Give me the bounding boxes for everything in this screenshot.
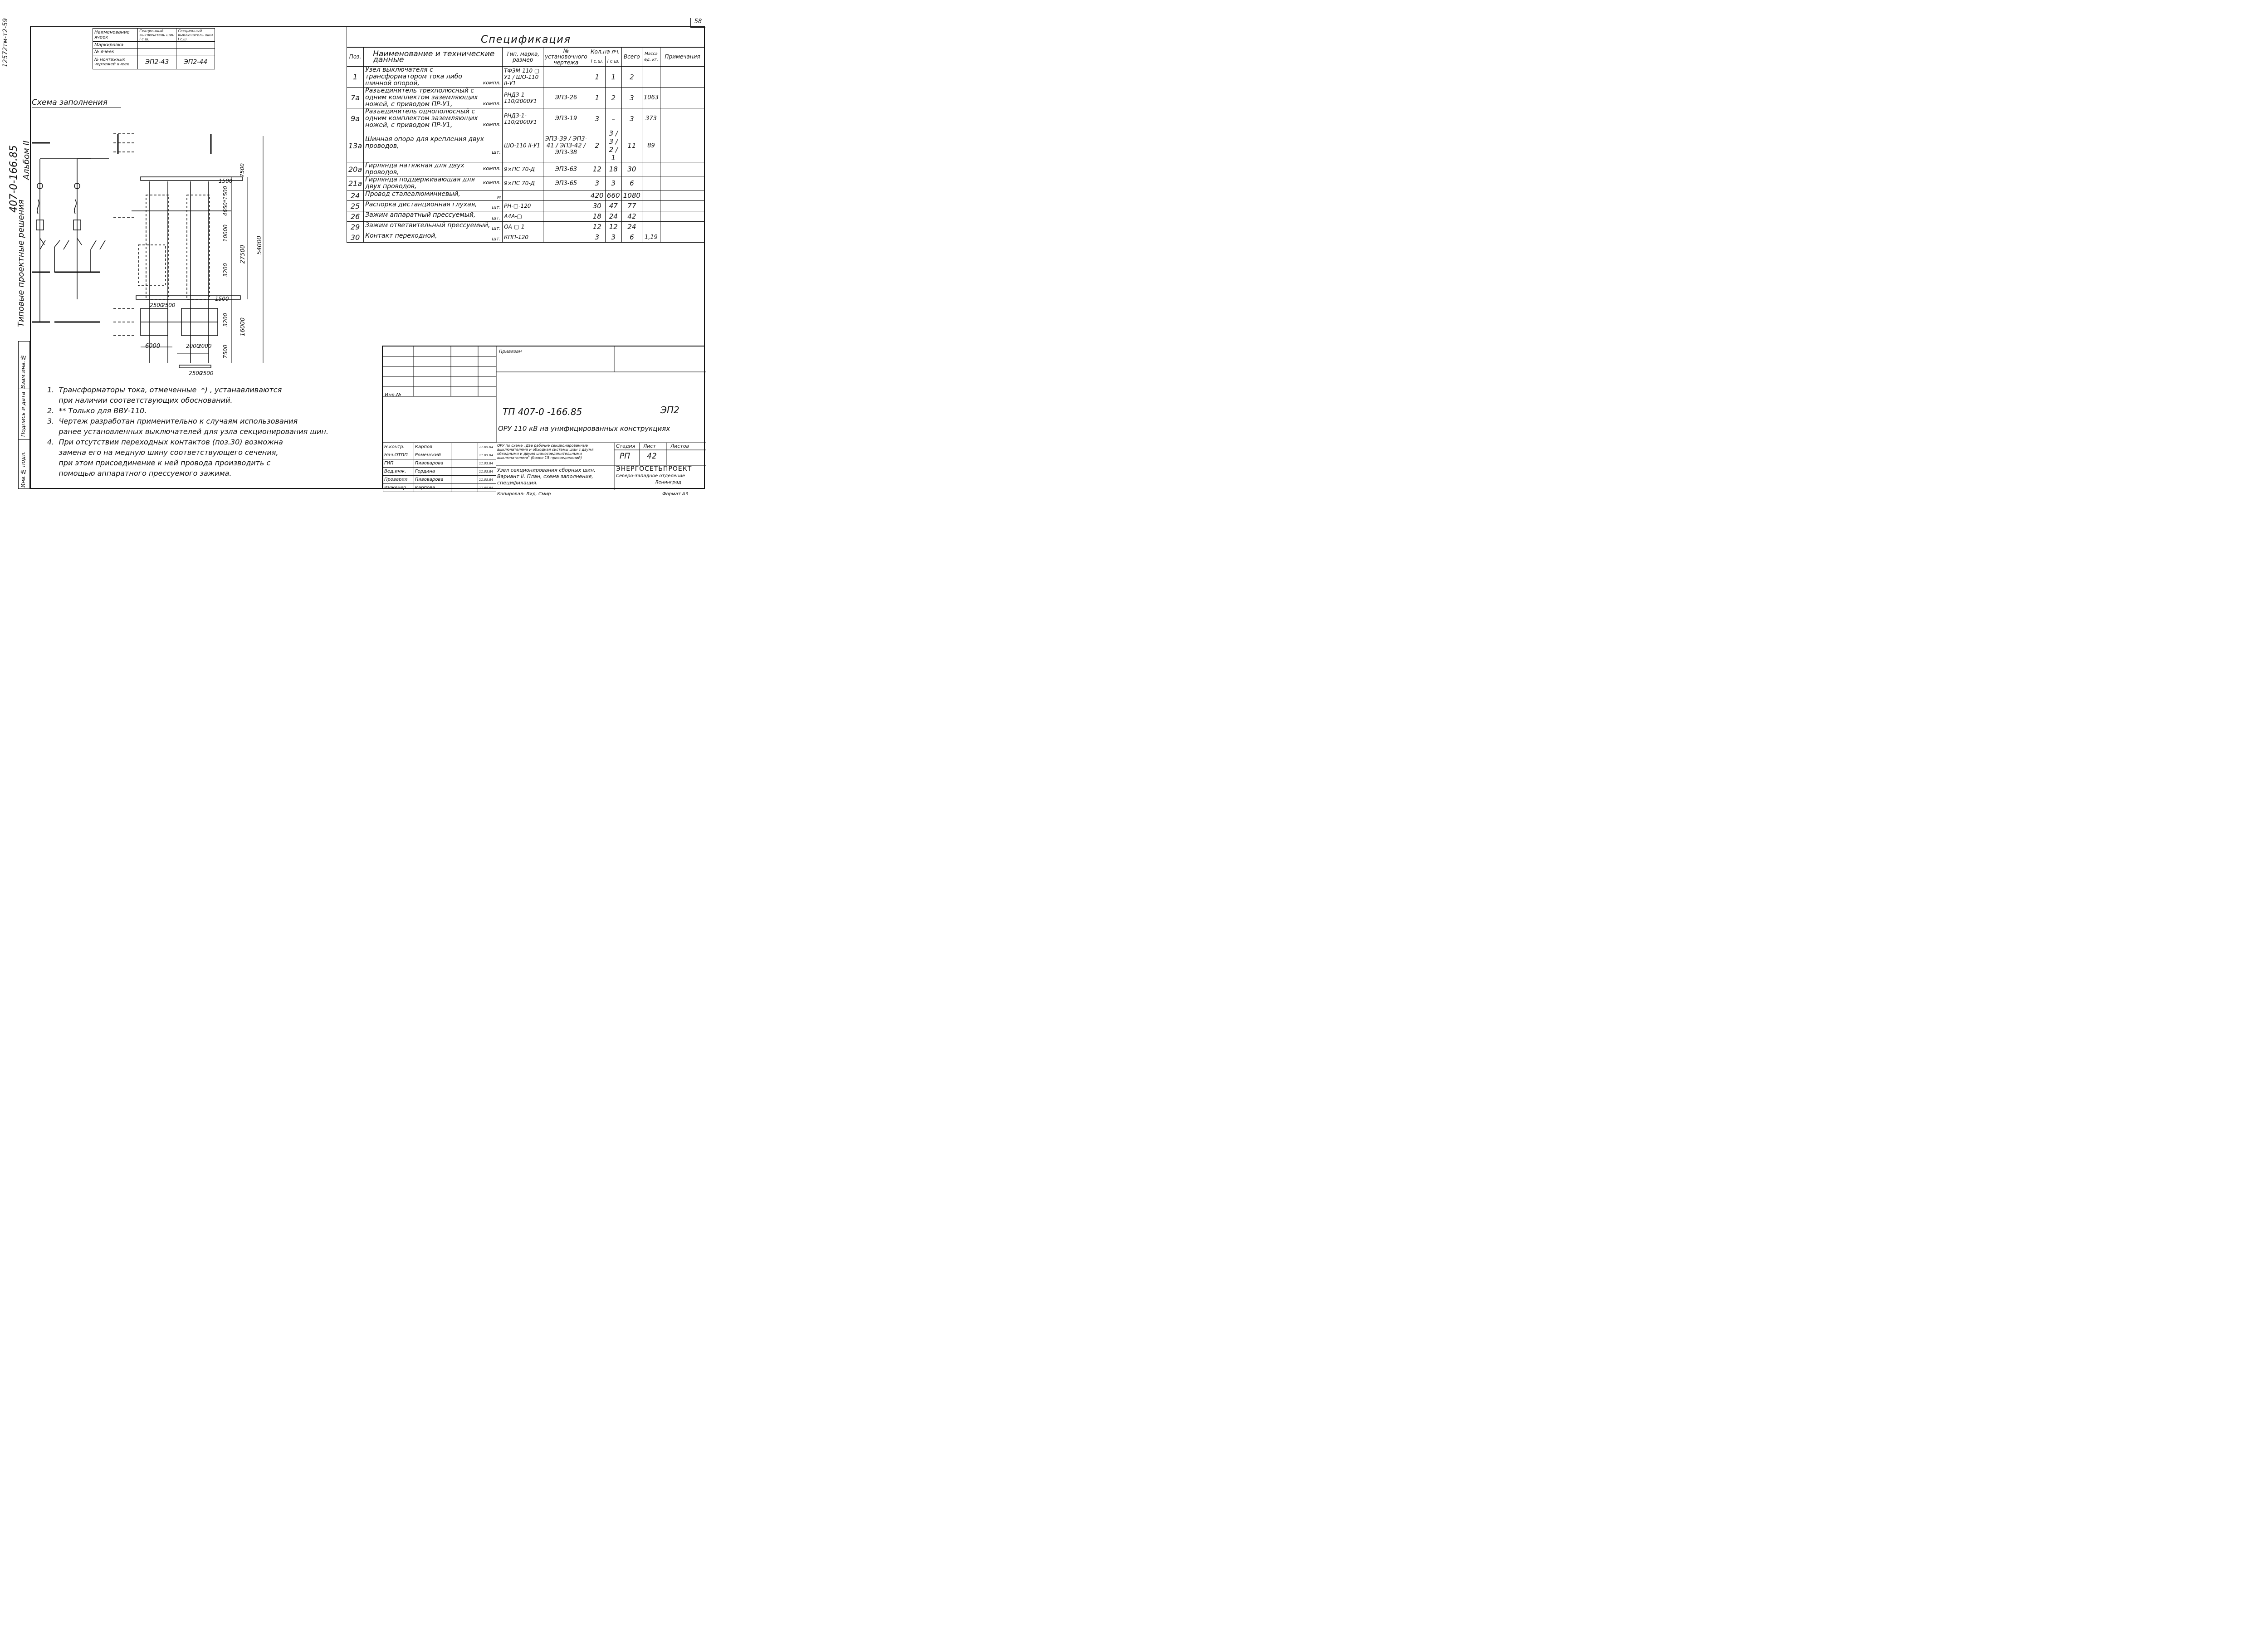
dim-label: 2500 [200,370,214,376]
people-date: 11.05.84 [478,459,496,468]
cell [176,42,215,49]
spec-mass-cell [642,162,660,176]
cells-table [93,28,215,69]
spec-type-cell: КПП-120 [503,232,543,243]
people-name: Пивоварова [414,459,451,468]
spec-mass-cell [642,67,660,88]
spec-name-text: Шинная опора для крепления двух проводов, [365,135,484,150]
spec-mass-cell [642,176,660,190]
spec-total-cell: 1080 [621,190,642,201]
spec-total-cell: 11 [621,129,642,162]
scheme-title: Схема заполнения [32,98,121,107]
spec-pos-cell: 24 [347,190,364,201]
spec-mass-cell [642,201,660,211]
note-line: 4. При отсутствии переходных контактов (поз.30) возможна [47,438,283,446]
cell [176,49,215,55]
table-header-row [347,48,705,56]
spec-qty2-cell: 3 [605,176,621,190]
dim-label: 1500 [219,178,233,184]
album-code: 407-0-166.85 [8,145,20,213]
spec-qty2-cell: 2 [605,88,621,108]
spec-name-text: Узел выключателя с трансформатором тока либо шинной опорой, [365,66,462,87]
table-row [347,190,705,201]
spec-unit: шт. [492,235,501,242]
people-name: Роменский [414,451,451,459]
people-role: ГИП [383,459,414,468]
spec-name-cell [364,232,503,243]
people-name: Пивоварова [414,476,451,484]
spec-qty1-cell: 12 [589,222,605,232]
spec-drawing-cell [543,67,589,88]
spec-unit: шт. [492,225,501,231]
spec-pos-cell: 7а [347,88,364,108]
spec-name-text: Зажим ответвительный прессуемый, [365,221,490,229]
spec-pos-cell: 9а [347,108,364,129]
note-line: 3. Чертеж разработан применительно к случаям использования [47,417,298,425]
spec-notes-cell [660,232,705,243]
spec-name-cell [364,88,503,108]
spec-type-cell: А4А-▢ [503,211,543,222]
sheet-header: Лист [643,443,656,449]
spec-name-text: Зажим аппаратный прессуемый, [365,211,476,219]
doc-title: ОРУ 110 кВ на унифицированных конструкциях [498,425,670,433]
spec-name-cell [364,162,503,176]
cell: Наименование ячеек [93,29,138,42]
table-row [93,42,215,49]
dim-label: 2500 [161,302,176,308]
table-row [93,29,215,42]
spec-notes-cell [660,176,705,190]
spec-qty1-cell: 2 [589,129,605,162]
spec-drawing-cell [543,232,589,243]
left-margin-item: Взам.инв.№ [20,354,26,389]
spec-drawing-cell [543,222,589,232]
spec-qty1-cell: 12 [589,162,605,176]
people-name: Карпов [414,443,451,451]
copied-label: Копировал: Лид, Смир [497,492,551,497]
dim-label: 1500 [222,186,229,200]
table-row [347,211,705,222]
spec-total-cell: 42 [621,211,642,222]
table-row [347,176,705,190]
people-role: Инженер [383,484,414,492]
spec-name-text: Провод сталеалюминиевый, [365,190,460,198]
spec-total-cell: 3 [621,108,642,129]
note-line: помощью аппаратного прессуемого зажима. [47,469,232,478]
privyazan-label: Привязан [499,349,522,354]
spec-total-cell: 24 [621,222,642,232]
spec-mass-cell: 373 [642,108,660,129]
header-cell: Поз. [347,48,364,67]
spec-mass-cell: 1,19 [642,232,660,243]
spec-qty2-cell: 1 [605,67,621,88]
spec-unit: компл. [483,101,501,107]
table-row [347,108,705,129]
spec-name-cell [364,211,503,222]
spec-name-cell [364,222,503,232]
spec-type-cell: ТФЗМ-110 ▢-У1 / ШО-110 II-У1 [503,67,543,88]
spec-total-cell: 6 [621,176,642,190]
title-block [382,346,705,489]
spec-name-text: Гирлянда поддерживающая для двух проводов, [365,176,475,190]
people-date: 11.05.84 [478,443,496,451]
spec-qty1-cell: 3 [589,232,605,243]
spec-name-text: Контакт переходной, [365,232,437,239]
spec-qty1-cell: 420 [589,190,605,201]
spec-notes-cell [660,88,705,108]
spec-total-cell: 2 [621,67,642,88]
cell: № ячеек [93,49,138,55]
spec-drawing-cell: ЭП3-65 [543,176,589,190]
header-cell: Примечания [660,48,705,67]
header-cell: I с.ш. [605,56,621,67]
spec-unit: компл. [483,122,501,127]
spec-pos-cell: 29 [347,222,364,232]
header-cell: Масса ед. кг. [642,48,660,67]
format-label: Формат А3 [662,492,688,497]
note-line: при этом присоединение к ней провода производить с [47,459,271,467]
spec-pos-cell: 21а [347,176,364,190]
spec-drawing-cell [543,201,589,211]
spec-name-text: Гирлянда натяжная для двух проводов, [365,162,464,176]
people-role: Нач.ОТПП [383,451,414,459]
spec-unit: компл. [483,80,501,86]
spec-mass-cell: 1063 [642,88,660,108]
spec-pos-cell: 20а [347,162,364,176]
spec-qty2-cell: – [605,108,621,129]
spec-name-text: Разъединитель трехполюсный с одним комплектом заземляющих ножей, с приводом ПР-У1, [365,87,478,108]
dim-label: 10000 [222,225,229,242]
spec-qty1-cell: 1 [589,67,605,88]
spec-qty2-cell: 47 [605,201,621,211]
spec-type-cell [503,190,543,201]
header-cell: Тип, марка, размер [503,48,543,67]
dim-label: 3200 [222,263,229,277]
spec-qty1-cell: 3 [589,108,605,129]
people-name: Карпова [414,484,451,492]
dim-label: 7500 [222,345,229,359]
people-date: 11.05.84 [478,451,496,459]
spec-unit: шт. [492,149,501,155]
dim-label: 1500 [215,296,229,302]
spec-notes-cell [660,190,705,201]
cell [138,42,176,49]
header-cell: Наименование и технические данные [364,48,503,67]
spec-notes-cell [660,67,705,88]
spec-unit: шт. [492,215,501,221]
spec-qty1-cell: 3 [589,176,605,190]
cell: ЭП2-44 [176,55,215,69]
spec-notes-cell [660,211,705,222]
cell: ЭП2-43 [138,55,176,69]
stage-value: РП [620,452,631,461]
spec-type-cell: РНДЗ-1-110/2000У1 [503,88,543,108]
spec-unit: м [497,194,501,200]
people-date: 11.05.84 [478,468,496,476]
header-cell: Всего [621,48,642,67]
spec-qty2-cell: 24 [605,211,621,222]
header-cell: Кол.на яч. [589,48,621,56]
spec-notes-cell [660,222,705,232]
spec-notes-cell [660,108,705,129]
people-role: Вед.инж. [383,468,414,476]
dashed-leads [113,134,136,336]
header-cell: I с.ш. [589,56,605,67]
spec-name-cell [364,67,503,88]
org-branch: Северо-Западное отделение [616,473,685,478]
people-date: 11.05.84 [478,476,496,484]
people-date: 11.05.84 [478,484,496,492]
spec-type-cell: РН-▢-120 [503,201,543,211]
cell: Секционный выключатель шин I с.ш. [138,29,176,42]
people-name: Гердина [414,468,451,476]
spec-name-text: Разъединитель однополюсный с одним комплектом заземляющих ножей, с приводом ПР-У1, [365,108,478,129]
spec-qty2-cell: 3 [605,232,621,243]
left-margin-item: Инв.№ подл. [20,451,26,488]
cell [138,49,176,55]
spec-drawing-cell [543,190,589,201]
dim-label: 27500 [240,245,246,264]
spec-type-cell: ШО-110 II-У1 [503,129,543,162]
spec-type-cell: ОА-▢-1 [503,222,543,232]
dim-label: 7500 [239,163,245,177]
spec-notes-cell [660,201,705,211]
corner-sheet-number: 58 [690,18,705,28]
spec-drawing-cell: ЭП3-19 [543,108,589,129]
spec-name-cell [364,108,503,129]
table-row [93,49,215,55]
spec-name-cell [364,176,503,190]
spec-qty1-cell: 18 [589,211,605,222]
table-row [347,129,705,162]
table-row [347,232,705,243]
series-label: Типовые проектные решения [16,200,26,327]
spec-mass-cell [642,190,660,201]
note-line: 2. ** Только для ВВУ-110. [47,406,147,415]
doc-mark: ЭП2 [660,405,679,415]
spec-pos-cell: 13а [347,129,364,162]
dim-label: 3200 [222,313,229,327]
note-line: при наличии соответствующих обоснований. [47,396,233,405]
spec-table [347,47,705,243]
spec-notes-cell [660,129,705,162]
spec-pos-cell: 26 [347,211,364,222]
spec-drawing-cell: ЭП3-26 [543,88,589,108]
dim-label: 6000 [145,343,161,350]
spec-drawing-cell: ЭП3-63 [543,162,589,176]
spec-total-cell: 3 [621,88,642,108]
table-row [93,55,215,69]
spec-mass-cell [642,222,660,232]
spec-title: Спецификация [347,27,705,47]
spec-pos-cell: 1 [347,67,364,88]
dim-label: 54000 [256,236,263,255]
circuit-diagram [32,143,109,322]
cell: № монтажных чертежей ячеек [93,55,138,69]
dim-label: 2500 [150,302,164,308]
spec-unit: компл. [483,180,501,185]
header-cell: № установочного чертежа [543,48,589,67]
note-line: ранее установленных выключателей для узла секционирования шин. [47,427,328,436]
album-label: Альбом II [22,141,31,180]
doc-code: ТП 407-0 -166.85 [503,406,582,417]
notes-block [47,385,365,478]
left-margin-item: Подпись и дата [20,391,26,437]
dim-label: 16000 [240,317,246,337]
spec-pos-cell: 30 [347,232,364,243]
spec-unit: шт. [492,204,501,210]
sheets-header: Листов [670,443,689,449]
spec-mass-cell: 89 [642,129,660,162]
spec-total-cell: 6 [621,232,642,243]
side-code: 12572тм-т2-59 [2,18,9,68]
dim-label: 2500 [189,370,203,376]
spec-qty2-cell: 12 [605,222,621,232]
spec-total-cell: 30 [621,162,642,176]
spec-name-cell [364,201,503,211]
spec-type-cell: 9×ПС 70-Д [503,162,543,176]
table-row [347,201,705,211]
table-row [347,88,705,108]
scheme-desc: ОРУ по схеме „Две рабочие секционированные выключателями и обходная системы шин с двумя обходными и двумя шиносоединительными выключателями" (более 15 присоединений) [497,444,594,460]
sheet-desc: Узел секционирования сборных шин. Вариант II. План, схема заполнения, спецификация. [497,467,596,486]
spec-name-cell [364,129,503,162]
spec-type-cell: РНДЗ-1-110/2000У1 [503,108,543,129]
table-row [347,162,705,176]
sheet-number: 42 [647,452,657,461]
table-row [347,67,705,88]
spec-qty2-cell: 18 [605,162,621,176]
note-line: 1. Трансформаторы тока, отмеченные *) , устанавливаются [47,386,282,394]
dim-label: 4650* [222,200,229,216]
people-role: Н.контр. [383,443,414,451]
dim-label: 2000 [198,343,212,349]
spec-qty2-cell: 660 [605,190,621,201]
cell: Маркировка [93,42,138,49]
org-city: Ленинград [655,480,681,485]
spec-name-cell [364,190,503,201]
spec-qty1-cell: 1 [589,88,605,108]
spec-total-cell: 77 [621,201,642,211]
org-name: ЭНЕРГОСЕТЬПРОЕКТ [616,465,692,473]
people-role: Проверил [383,476,414,484]
table-row [347,222,705,232]
stage-header: Стадия [616,443,635,449]
spec-unit: компл. [483,166,501,171]
spec-type-cell: 9×ПС 70-Д [503,176,543,190]
note-line: замена его на медную шину соответствующего сечения, [47,448,279,457]
spec-name-text: Распорка дистанционная глухая, [365,200,477,208]
spec-drawing-cell: ЭП3-39 / ЭП3-41 / ЭП3-42 / ЭП3-38 [543,129,589,162]
spec-qty1-cell: 30 [589,201,605,211]
spec-notes-cell [660,162,705,176]
spec-pos-cell: 25 [347,201,364,211]
spec-qty2-cell: 3 / 3 / 2 / 1 [605,129,621,162]
dim-label: 2000 [186,343,200,349]
spec-drawing-cell [543,211,589,222]
inv-label: Инв.№ [385,392,401,398]
spec-mass-cell [642,211,660,222]
cell: Секционный выключатель шин I с.ш. [176,29,215,42]
